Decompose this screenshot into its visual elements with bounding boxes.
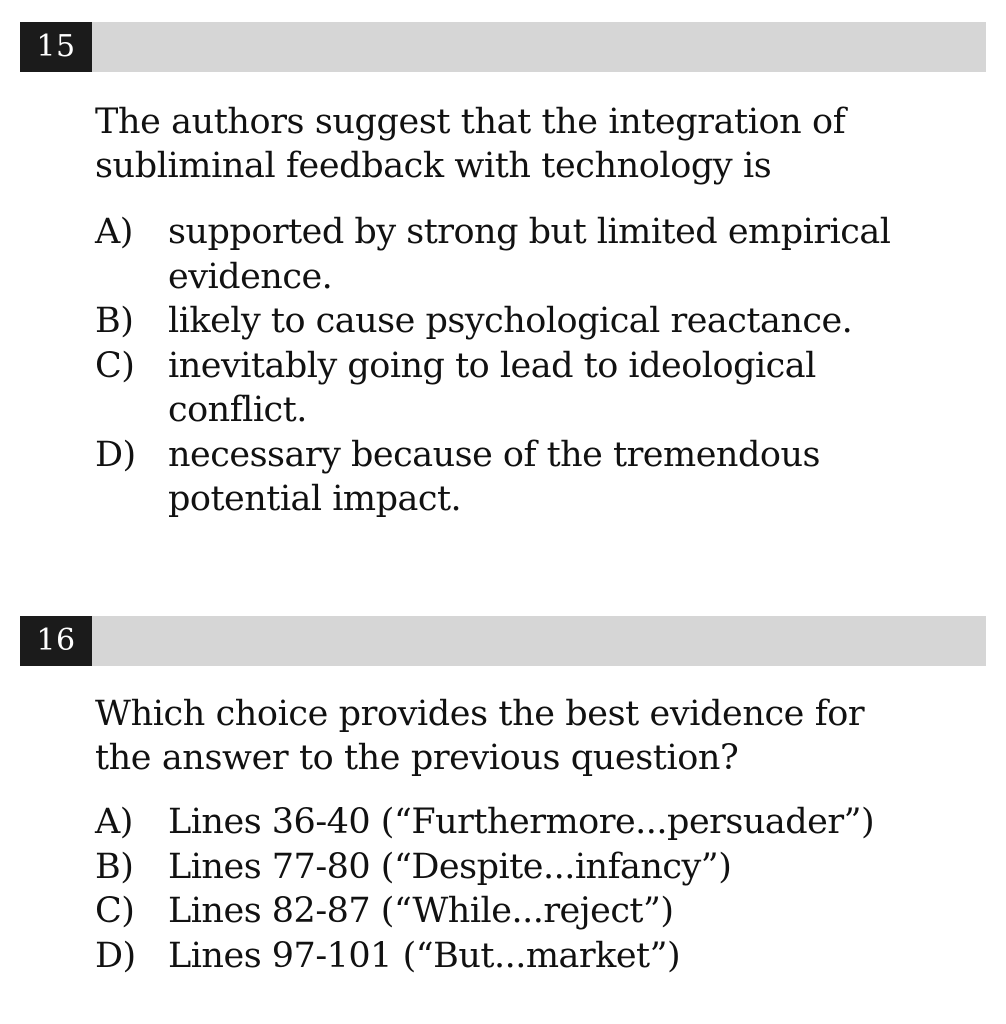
choice-text: supported by strong but limited empirical evidence. — [168, 212, 891, 297]
answer-choice-b[interactable] — [95, 845, 955, 890]
choice-text: Lines 82-87 (“While...reject”) — [168, 891, 674, 931]
answer-choices — [95, 210, 955, 522]
choice-text: inevitably going to lead to ideological conflict. — [168, 345, 816, 430]
answer-choice-c[interactable] — [95, 889, 955, 934]
answer-choice-d[interactable] — [95, 934, 955, 979]
choice-text: Lines 97-101 (“But...market”) — [168, 935, 681, 976]
choice-letter: A) — [95, 212, 133, 252]
question-stem: The authors suggest that the integration of subliminal feedback with technology is — [95, 102, 846, 186]
choice-letter: A) — [95, 802, 133, 842]
answer-choice-d[interactable] — [95, 433, 955, 522]
choice-text: Lines 77-80 (“Despite...infancy”) — [168, 846, 732, 887]
answer-choice-a[interactable] — [95, 210, 955, 299]
answer-choices — [95, 800, 955, 978]
choice-letter: C) — [95, 891, 135, 931]
question-header-bar — [20, 616, 986, 666]
choice-text: likely to cause psychological reactance. — [168, 301, 853, 341]
choice-letter: D) — [95, 434, 136, 475]
question-number: 15 — [20, 22, 92, 72]
question-header-bar — [20, 22, 986, 72]
choice-text: Lines 36-40 (“Furthermore...persuader”) — [168, 802, 875, 842]
choice-letter: B) — [95, 846, 134, 887]
answer-choice-b[interactable] — [95, 299, 955, 344]
answer-choice-a[interactable] — [95, 800, 955, 845]
choice-letter: B) — [95, 301, 134, 341]
choice-letter: C) — [95, 345, 135, 386]
choice-text: necessary because of the tremendous potential impact. — [168, 434, 820, 519]
question-stem: Which choice provides the best evidence for the answer to the previous question? — [95, 694, 865, 778]
answer-choice-c[interactable] — [95, 344, 955, 433]
question-15 — [0, 22, 1006, 522]
question-16 — [0, 616, 1006, 978]
question-number: 16 — [20, 616, 92, 666]
choice-letter: D) — [95, 935, 136, 976]
